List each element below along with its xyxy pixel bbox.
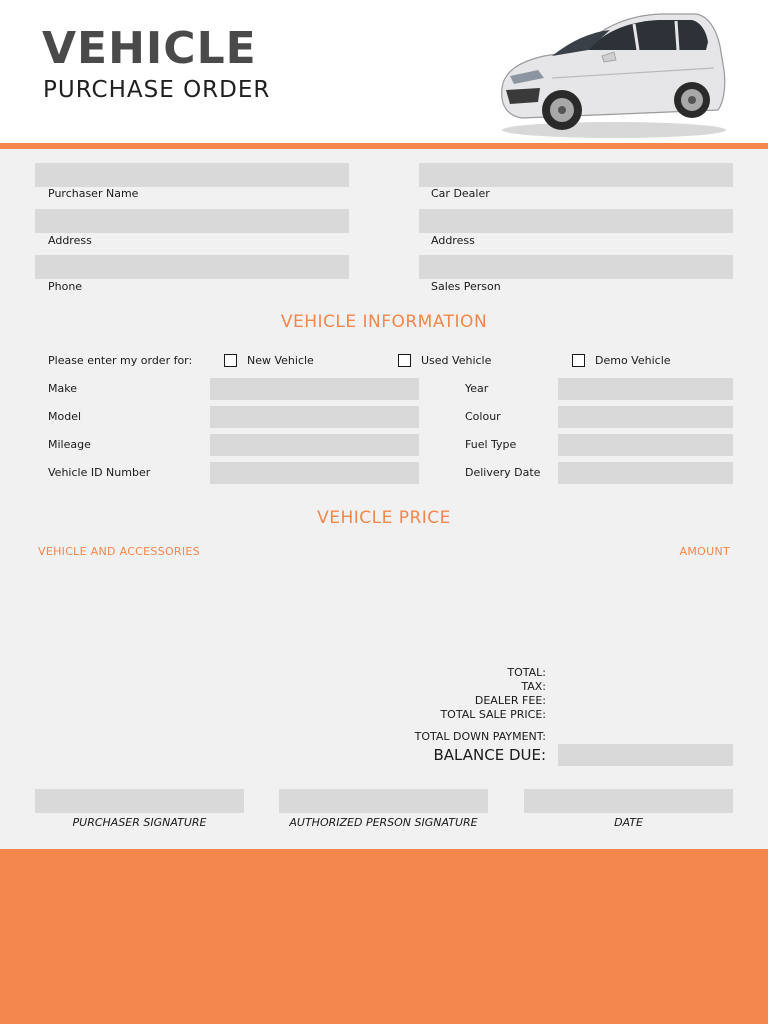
total-down-payment-label: TOTAL DOWN PAYMENT: [414,730,546,743]
mileage-field[interactable] [210,434,419,456]
vin-field[interactable] [210,462,419,484]
year-field[interactable] [558,378,733,400]
document-title: VEHICLE [42,23,257,74]
purchaser-signature-field[interactable] [35,789,244,813]
vehicle-accessories-column-header: VEHICLE AND ACCESSORIES [38,545,200,558]
sales-person-field[interactable] [419,255,733,279]
purchaser-signature-label: PURCHASER SIGNATURE [72,816,207,829]
vehicle-price-heading: VEHICLE PRICE [317,508,451,528]
new-vehicle-label: New Vehicle [247,354,314,367]
balance-due-field[interactable] [558,744,733,766]
total-sale-price-label: TOTAL SALE PRICE: [440,708,546,721]
purchaser-phone-label: Phone [48,280,83,293]
model-field[interactable] [210,406,419,428]
purchaser-phone-field[interactable] [35,255,349,279]
car-image [492,6,732,140]
vehicle-information-heading: VEHICLE INFORMATION [280,312,488,332]
dealer-address-field[interactable] [419,209,733,233]
authorized-signature-label: AUTHORIZED PERSON SIGNATURE [289,816,478,829]
car-dealer-field[interactable] [419,163,733,187]
fuel-type-label: Fuel Type [465,438,517,451]
demo-vehicle-checkbox[interactable] [572,354,585,367]
amount-column-header: AMOUNT [679,545,730,558]
model-label: Model [48,410,82,423]
document-subtitle: PURCHASE ORDER [43,77,271,103]
order-prompt: Please enter my order for: [48,354,193,367]
colour-field[interactable] [558,406,733,428]
date-field[interactable] [524,789,733,813]
dealer-fee-label: DEALER FEE: [474,694,546,707]
total-label: TOTAL: [507,666,546,679]
make-field[interactable] [210,378,419,400]
tax-label: TAX: [521,680,546,693]
vin-label: Vehicle ID Number [48,466,151,479]
car-dealer-label: Car Dealer [431,187,490,200]
purchaser-address-field[interactable] [35,209,349,233]
balance-due-label: BALANCE DUE: [433,746,546,764]
purchaser-name-field[interactable] [35,163,349,187]
demo-vehicle-label: Demo Vehicle [595,354,671,367]
footer-band [0,849,768,1024]
delivery-date-label: Delivery Date [465,466,541,479]
dealer-address-label: Address [431,234,475,247]
year-label: Year [465,382,489,395]
purchaser-address-label: Address [48,234,92,247]
mileage-label: Mileage [48,438,91,451]
sales-person-label: Sales Person [431,280,501,293]
purchaser-name-label: Purchaser Name [48,187,139,200]
make-label: Make [48,382,77,395]
date-label: DATE [614,816,643,829]
delivery-date-field[interactable] [558,462,733,484]
authorized-signature-field[interactable] [279,789,488,813]
used-vehicle-label: Used Vehicle [421,354,492,367]
colour-label: Colour [465,410,501,423]
used-vehicle-checkbox[interactable] [398,354,411,367]
fuel-type-field[interactable] [558,434,733,456]
new-vehicle-checkbox[interactable] [224,354,237,367]
